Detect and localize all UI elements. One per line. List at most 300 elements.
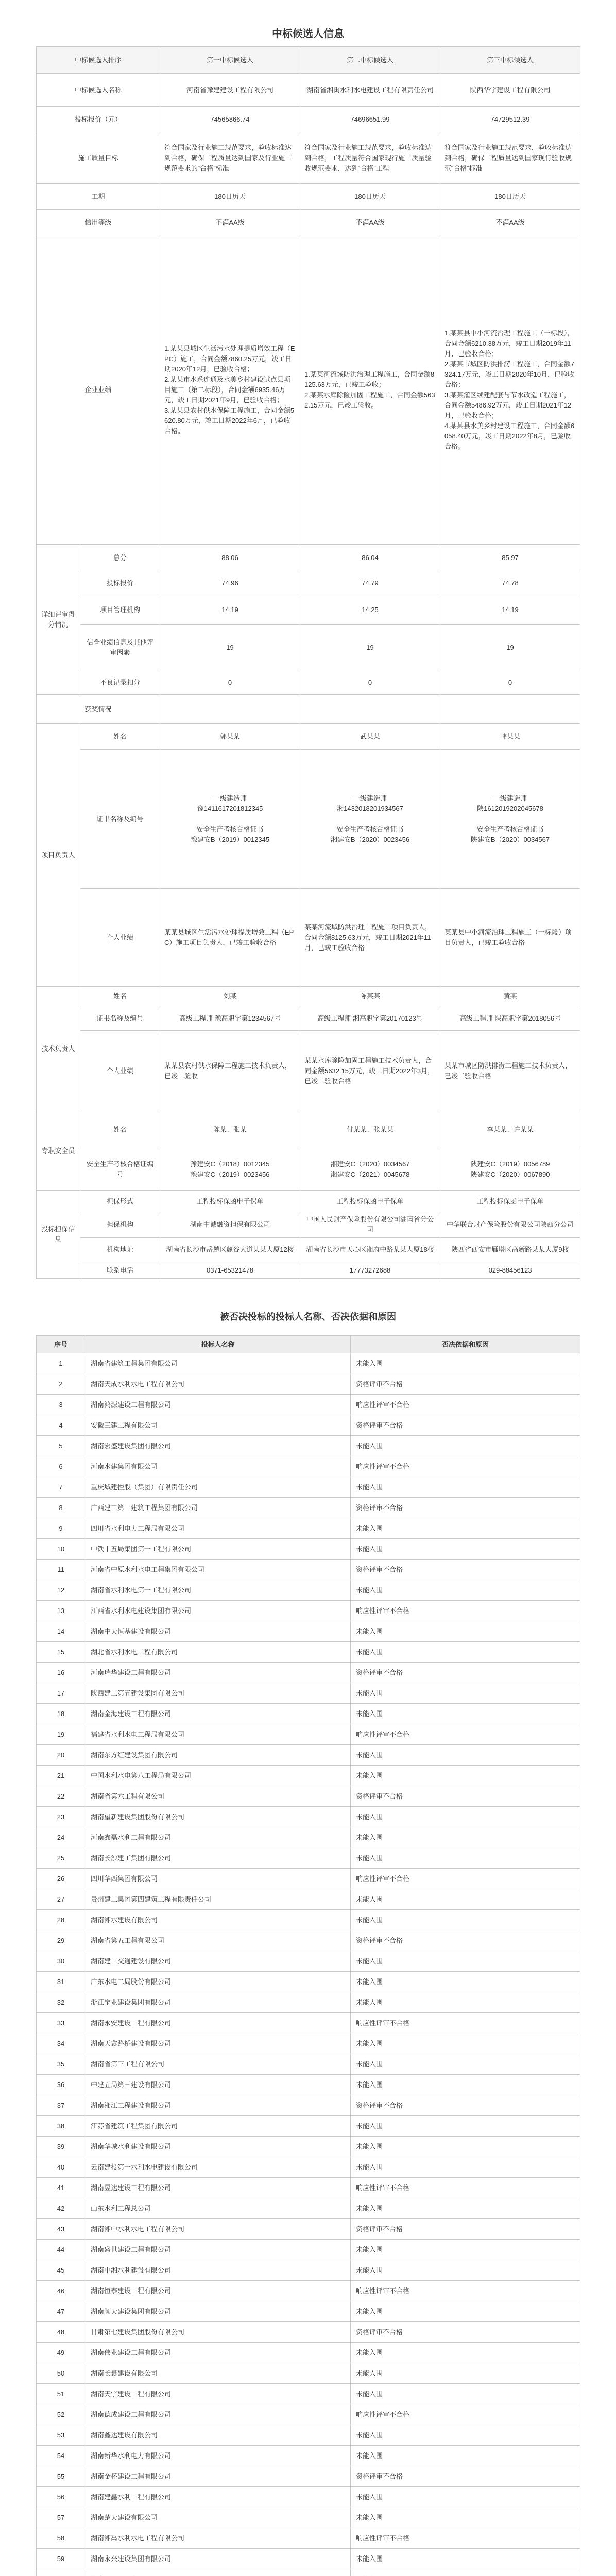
rejected-name-cell: 湖南德成建设工程有限公司 (85, 2404, 351, 2425)
candidate-row-label: 企业业绩 (37, 235, 160, 545)
rejected-no-cell: 56 (37, 2487, 85, 2507)
rejected-no-cell: 41 (37, 2178, 85, 2198)
rejected-no-cell: 53 (37, 2425, 85, 2446)
rejected-name-cell: 重庆城建控股（集团）有限责任公司 (85, 1477, 351, 1498)
candidate-row-label: 安全生产考核合格证编号 (80, 1148, 160, 1191)
candidate-row-label: 获奖情况 (37, 695, 160, 724)
candidate-2-value: 湘建安C（2020）0034567 湘建安C（2021）0045678 (300, 1148, 440, 1191)
candidate-3-value: 陕西省西安市雁塔区高新路某某大厦9楼 (440, 1238, 580, 1262)
rejected-reason-cell: 资格评审不合格 (351, 2466, 580, 2487)
candidate-2-value: 武某某 (300, 724, 440, 750)
candidate-2-header: 第二中标候选人 (300, 47, 440, 74)
table-row (37, 2528, 580, 2549)
candidate-rank-label: 中标候选人排序 (37, 47, 160, 74)
rejected-reason-cell: 未能入围 (351, 1518, 580, 1539)
candidate-3-value (440, 695, 580, 724)
table-row (37, 2033, 580, 2054)
table-row (37, 1580, 580, 1601)
rejected-no-cell: 27 (37, 1889, 85, 1910)
rejected-name-cell: 湖南鸿源建设工程有限公司 (85, 1395, 351, 1415)
candidate-info-body (37, 74, 580, 1279)
rejected-name-cell: 中建五局第三建设有限公司 (85, 2075, 351, 2095)
rejected-bidders-title: 被否决投标的投标人名称、否决依据和原因 (220, 1312, 396, 1323)
rejected-name-cell: 云南建投第一水利水电建设有限公司 (85, 2157, 351, 2178)
table-row (37, 2157, 580, 2178)
rejected-name-cell: 湖北省水利水电工程有限公司 (85, 1642, 351, 1663)
rejected-no-cell: 44 (37, 2240, 85, 2260)
rejected-reason-cell: 未能入围 (351, 1539, 580, 1560)
table-row (37, 2013, 580, 2033)
candidate-2-value: 符合国家及行业施工规范要求，验收标准达到合格，工程质量符合国家现行施工质量验收规范要求，达到“合格”工程 (300, 132, 440, 184)
candidate-3-value: 85.97 (440, 545, 580, 571)
candidate-header-row (37, 47, 580, 74)
table-row (37, 2240, 580, 2260)
table-row (37, 2178, 580, 2198)
candidate-row-label: 项目管理机构 (80, 595, 160, 625)
rejected-header-row (37, 1336, 580, 1353)
candidate-info-row (37, 545, 580, 571)
rejected-no-cell: 52 (37, 2404, 85, 2425)
rejected-name-cell: 湖南中湘水利建设有限公司 (85, 2260, 351, 2281)
candidate-row-label: 中标候选人名称 (37, 74, 160, 107)
rejected-name-cell: 湖南湘江工程建设有限公司 (85, 2095, 351, 2116)
candidate-row-label: 投标报价（元） (37, 107, 160, 132)
rejected-name-cell: 湖南金海建设工程有限公司 (85, 1704, 351, 1724)
candidate-2-value: 19 (300, 625, 440, 670)
table-row (37, 2569, 580, 2576)
rejected-name-cell: 湖南鑫达建设有限公司 (85, 2425, 351, 2446)
table-row (37, 2219, 580, 2240)
rejected-name-cell: 湖南盛世建设工程有限公司 (85, 2240, 351, 2260)
rejected-name-cell: 湖南顺天建设集团有限公司 (85, 2301, 351, 2322)
rejected-name-cell: 湖南中天恒基建设有限公司 (85, 1621, 351, 1642)
candidate-info-row (37, 595, 580, 625)
candidate-row-label: 证书名称及编号 (80, 1006, 160, 1031)
rejected-no-cell: 6 (37, 1456, 85, 1477)
rejected-reason-cell: 未能入围 (351, 2363, 580, 2384)
rejected-name-cell: 安徽三建工程有限公司 (85, 1415, 351, 1436)
candidate-3-value: 不满AA级 (440, 210, 580, 235)
table-row (37, 1621, 580, 1642)
candidate-2-value: 180日历天 (300, 184, 440, 210)
candidate-info-title: 中标候选人信息 (272, 27, 344, 40)
candidate-3-value: 某某县中小河流治理工程施工（一标段）项目负责人，已竣工验收合格 (440, 889, 580, 987)
rejected-name-cell: 湖南昱达建设工程有限公司 (85, 2178, 351, 2198)
candidate-1-value: 湖南中诚融资担保有限公司 (160, 1212, 300, 1238)
candidate-1-value: 符合国家及行业施工规范要求，验收标准达到合格，确保工程质量达到国家及行业施工规范要求的“合格”标准 (160, 132, 300, 184)
candidate-row-label: 工期 (37, 184, 160, 210)
rejected-reason-cell: 未能入围 (351, 2157, 580, 2178)
rejected-no-cell: 34 (37, 2033, 85, 2054)
rejected-reason-cell: 未能入围 (351, 2425, 580, 2446)
table-row (37, 1353, 580, 1374)
rejected-name-cell (85, 2569, 351, 2576)
rejected-no-cell: 46 (37, 2281, 85, 2301)
candidate-1-value: 不满AA级 (160, 210, 300, 235)
rejected-no-cell: 7 (37, 1477, 85, 1498)
candidate-group-label: 项目负责人 (37, 724, 80, 987)
candidate-info-row (37, 1262, 580, 1279)
table-row (37, 2137, 580, 2157)
rejected-no-cell: 17 (37, 1683, 85, 1704)
rejected-name-cell: 湖南建鑫水利工程有限公司 (85, 2487, 351, 2507)
rejected-no-cell: 29 (37, 1930, 85, 1951)
candidate-2-value: 工程投标保函电子保单 (300, 1191, 440, 1212)
rejected-reason-cell: 未能入围 (351, 1848, 580, 1869)
rejected-name-cell: 湖南恒泰建设工程有限公司 (85, 2281, 351, 2301)
candidate-info-row (37, 184, 580, 210)
table-row (37, 2507, 580, 2528)
table-row (37, 2075, 580, 2095)
rejected-no-cell: 33 (37, 2013, 85, 2033)
candidate-3-value: 0 (440, 670, 580, 695)
rejected-reason-cell: 未能入围 (351, 1477, 580, 1498)
candidate-3-value: 工程投标保函电子保单 (440, 1191, 580, 1212)
candidate-3-value: 1.某某县中小河流治理工程施工（一标段），合同金额6210.38万元，竣工日期2019年11月，已验收合格； 2.某某市城区防洪排涝工程施工，合同金额7324.17万元，竣工日期2020年10月，已验收合格； 3.某某灌区续建配套与节水改造工程施工，合同金额5486.92万元，竣工日期2021年12月，已验收合格； 4.某某县水美乡村建设工程施工，合同金额6058.40万元，竣工日期2022年8月，已验收合格。 (440, 235, 580, 545)
table-row (37, 1745, 580, 1766)
rejected-reason-cell: 未能入围 (351, 1436, 580, 1456)
candidate-1-value: 0371-65321478 (160, 1262, 300, 1279)
rejected-reason-cell: 未能入围 (351, 2260, 580, 2281)
table-row (37, 1477, 580, 1498)
table-row (37, 2322, 580, 2343)
rejected-reason-cell: 资格评审不合格 (351, 1374, 580, 1395)
candidate-2-value: 86.04 (300, 545, 440, 571)
rejected-reason-cell: 未能入围 (351, 2384, 580, 2404)
rejected-name-cell: 湖南华城水利建设有限公司 (85, 2137, 351, 2157)
candidate-info-row (37, 889, 580, 987)
rejected-reason-cell: 未能入围 (351, 1807, 580, 1827)
candidate-group-label: 专职安全员 (37, 1111, 80, 1191)
rejected-no-cell: 21 (37, 1766, 85, 1786)
table-row (37, 2260, 580, 2281)
rejected-no-cell: 13 (37, 1601, 85, 1621)
candidate-1-value: 刘某 (160, 987, 300, 1006)
table-row (37, 1992, 580, 2013)
rejected-no-cell: 59 (37, 2549, 85, 2569)
rejected-no-cell: 43 (37, 2219, 85, 2240)
candidate-1-value: 一级建造师 豫1411617201812345 安全生产考核合格证书 豫建安B（2019）0012345 (160, 750, 300, 889)
candidate-2-value: 湖南省长沙市天心区湘府中路某某大厦18楼 (300, 1238, 440, 1262)
candidate-3-value: 中华联合财产保险股份有限公司陕西分公司 (440, 1212, 580, 1238)
rejected-name-cell: 湖南东方红建设集团有限公司 (85, 1745, 351, 1766)
rejected-reason-cell: 未能入围 (351, 1642, 580, 1663)
candidate-row-label: 施工质量目标 (37, 132, 160, 184)
rejected-no-cell: 32 (37, 1992, 85, 2013)
rejected-name-cell: 广西建工第一建筑工程集团有限公司 (85, 1498, 351, 1518)
candidate-2-value: 陈某某 (300, 987, 440, 1006)
rejected-reason-cell: 响应性评审不合格 (351, 1456, 580, 1477)
rejected-reason-cell: 未能入围 (351, 1951, 580, 1972)
rejected-no-cell: 51 (37, 2384, 85, 2404)
candidate-info-row (37, 750, 580, 889)
rejected-name-cell: 贵州建工集团第四建筑工程有限责任公司 (85, 1889, 351, 1910)
rejected-reason-cell: 响应性评审不合格 (351, 2404, 580, 2425)
candidate-2-value: 不满AA级 (300, 210, 440, 235)
candidate-row-label: 姓名 (80, 1111, 160, 1148)
candidate-info-row (37, 625, 580, 670)
rejected-no-cell: 57 (37, 2507, 85, 2528)
candidate-2-value: 14.25 (300, 595, 440, 625)
rejected-no-cell: 22 (37, 1786, 85, 1807)
candidate-group-label: 投标担保信息 (37, 1191, 80, 1279)
table-row (37, 1869, 580, 1889)
rejected-reason-cell: 未能入围 (351, 1683, 580, 1704)
rejected-reason-cell: 未能入围 (351, 2054, 580, 2075)
candidate-info-row (37, 132, 580, 184)
rejected-reason-cell: 资格评审不合格 (351, 1930, 580, 1951)
rejected-name-cell: 江苏省建筑工程集团有限公司 (85, 2116, 351, 2137)
candidate-info-row (37, 1212, 580, 1238)
rejected-no-cell: 45 (37, 2260, 85, 2281)
candidate-info-row (37, 987, 580, 1006)
table-row (37, 1456, 580, 1477)
candidate-info-row (37, 1238, 580, 1262)
candidate-info-row (37, 1031, 580, 1111)
rejected-name-cell: 湖南省水利水电第一工程有限公司 (85, 1580, 351, 1601)
table-row (37, 1683, 580, 1704)
rejected-name-cell: 湖南省建筑工程集团有限公司 (85, 1353, 351, 1374)
rejected-name-cell: 湖南望新建设集团股份有限公司 (85, 1807, 351, 1827)
table-row (37, 1395, 580, 1415)
rejected-name-cell: 河南鑫磊水利工程有限公司 (85, 1827, 351, 1848)
rejected-reason-cell: 资格评审不合格 (351, 1560, 580, 1580)
rejected-reason-cell: 未能入围 (351, 2549, 580, 2569)
candidate-info-row (37, 1148, 580, 1191)
rejected-reason-cell: 未能入围 (351, 1353, 580, 1374)
table-row (37, 2116, 580, 2137)
rejected-reason-cell: 未能入围 (351, 1580, 580, 1601)
table-row (37, 1807, 580, 1827)
table-row (37, 2487, 580, 2507)
candidate-2-value: 湖南省湘禹水利水电建设工程有限责任公司 (300, 74, 440, 107)
rejected-reason-cell: 未能入围 (351, 2507, 580, 2528)
rejected-name-cell: 广东水电二局股份有限公司 (85, 1972, 351, 1992)
table-row (37, 1642, 580, 1663)
candidate-3-value: 高级工程师 陕高职字第2018056号 (440, 1006, 580, 1031)
candidate-2-value: 付某某、张某某 (300, 1111, 440, 1148)
rejected-reason-cell: 未能入围 (351, 1621, 580, 1642)
table-row (37, 2095, 580, 2116)
rejected-name-cell: 湖南伟业建设工程有限公司 (85, 2343, 351, 2363)
candidate-1-value: 工程投标保函电子保单 (160, 1191, 300, 1212)
rejected-reason-cell: 响应性评审不合格 (351, 2178, 580, 2198)
candidate-info-row (37, 107, 580, 132)
rejected-no-cell: 20 (37, 1745, 85, 1766)
rejected-name-cell: 陕西建工第五建设集团有限公司 (85, 1683, 351, 1704)
rejected-reason-cell: 未能入围 (351, 1745, 580, 1766)
rejected-reason-cell: 资格评审不合格 (351, 2322, 580, 2343)
rejected-name-cell: 湖南宏盛建设集团有限公司 (85, 1436, 351, 1456)
candidate-info-row (37, 695, 580, 724)
rejected-reason-cell: 资格评审不合格 (351, 1415, 580, 1436)
table-row (37, 2343, 580, 2363)
rejected-name-cell: 四川华西集团有限公司 (85, 1869, 351, 1889)
candidate-3-value: 李某某、许某某 (440, 1111, 580, 1148)
rejected-name-cell: 湖南金杯建设工程有限公司 (85, 2466, 351, 2487)
candidate-row-label: 不良记录扣分 (80, 670, 160, 695)
table-row (37, 1889, 580, 1910)
table-row (37, 1910, 580, 1930)
candidate-3-value: 74.78 (440, 571, 580, 595)
rejected-reason-cell: 响应性评审不合格 (351, 1601, 580, 1621)
candidate-3-value: 74729512.39 (440, 107, 580, 132)
rejected-reason-cell: 未能入围 (351, 1704, 580, 1724)
rejected-name-cell: 山东水利工程总公司 (85, 2198, 351, 2219)
rejected-no-cell: 54 (37, 2446, 85, 2466)
table-row (37, 2446, 580, 2466)
rejected-no-cell: 39 (37, 2137, 85, 2157)
rejected-name-cell: 河南省中原水利水电工程集团有限公司 (85, 1560, 351, 1580)
rejected-reason-cell: 响应性评审不合格 (351, 2528, 580, 2549)
rejected-name-header: 投标人名称 (85, 1336, 351, 1353)
rejected-name-cell: 湖南建工交通建设有限公司 (85, 1951, 351, 1972)
rejected-no-cell: 11 (37, 1560, 85, 1580)
rejected-no-cell: 49 (37, 2343, 85, 2363)
table-row (37, 1415, 580, 1436)
candidate-2-value: 1.某某河流域防洪治理工程施工，合同金额8125.63万元，已竣工验收； 2.某某水库除险加固工程施工，合同金额5632.15万元，已竣工验收。 (300, 235, 440, 545)
rejected-name-cell: 四川省水利电力工程局有限公司 (85, 1518, 351, 1539)
rejected-no-cell: 26 (37, 1869, 85, 1889)
rejected-reason-cell: 响应性评审不合格 (351, 2281, 580, 2301)
table-row (37, 2301, 580, 2322)
rejected-reason-cell: 资格评审不合格 (351, 1786, 580, 1807)
candidate-2-value (300, 695, 440, 724)
rejected-no-cell: 23 (37, 1807, 85, 1827)
candidate-2-value: 74696651.99 (300, 107, 440, 132)
candidate-info-row (37, 571, 580, 595)
table-row (37, 2549, 580, 2569)
rejected-reason-cell: 未能入围 (351, 2198, 580, 2219)
rejected-name-cell: 中铁十五局集团第一工程有限公司 (85, 1539, 351, 1560)
candidate-2-value: 某某河流域防洪治理工程施工项目负责人，合同金额8125.63万元，竣工日期2021年11月，已竣工验收合格 (300, 889, 440, 987)
rejected-no-cell: 15 (37, 1642, 85, 1663)
table-row (37, 1786, 580, 1807)
table-row (37, 2198, 580, 2219)
candidate-2-value: 0 (300, 670, 440, 695)
rejected-reason-cell: 响应性评审不合格 (351, 1724, 580, 1745)
rejected-no-cell: 50 (37, 2363, 85, 2384)
table-row (37, 1827, 580, 1848)
candidate-2-value: 某某水库除险加固工程施工技术负责人，合同金额5632.15万元，竣工日期2022年3月，已竣工验收合格 (300, 1031, 440, 1111)
candidate-row-label: 担保形式 (80, 1191, 160, 1212)
candidate-1-value: 19 (160, 625, 300, 670)
rejected-name-cell: 湖南新华水利电力有限公司 (85, 2446, 351, 2466)
candidate-row-label: 机构地址 (80, 1238, 160, 1262)
candidate-1-value: 74565866.74 (160, 107, 300, 132)
table-row (37, 1766, 580, 1786)
rejected-no-cell: 55 (37, 2466, 85, 2487)
table-row (37, 2384, 580, 2404)
table-row (37, 1848, 580, 1869)
rejected-no-cell: 1 (37, 1353, 85, 1374)
rejected-reason-cell: 资格评审不合格 (351, 2219, 580, 2240)
table-row (37, 1724, 580, 1745)
rejected-name-cell: 湖南湘中水利水电工程有限公司 (85, 2219, 351, 2240)
rejected-no-cell: 31 (37, 1972, 85, 1992)
rejected-name-cell: 湖南湘禹水利水电工程有限公司 (85, 2528, 351, 2549)
rejected-reason-cell: 资格评审不合格 (351, 1498, 580, 1518)
candidate-row-label: 个人业绩 (80, 889, 160, 987)
rejected-name-cell: 湖南楚天建设有限公司 (85, 2507, 351, 2528)
rejected-no-cell: 37 (37, 2095, 85, 2116)
candidate-1-value: 1.某某县城区生活污水处理提质增效工程（EPC）施工，合同金额7860.25万元，竣工日期2020年12月，已验收合格； 2.某某市水系连通及水美乡村建设试点县项目施工（第二标段），合同金额6935.46万元，竣工日期2021年9月，已验收合格； 3.某某县农村供水保障工程施工，合同金额5620.80万元，竣工日期2022年6月，已验收合格。 (160, 235, 300, 545)
table-row (37, 1374, 580, 1395)
rejected-reason-cell: 未能入围 (351, 1766, 580, 1786)
rejected-name-cell: 江西省水利水电建设集团有限公司 (85, 1601, 351, 1621)
candidate-3-value: 14.19 (440, 595, 580, 625)
rejected-bidders-body (37, 1353, 580, 2576)
rejected-no-cell: 24 (37, 1827, 85, 1848)
rejected-reason-cell: 未能入围 (351, 2116, 580, 2137)
rejected-name-cell: 湖南长鑫建设有限公司 (85, 2363, 351, 2384)
candidate-3-value: 某某市城区防洪排涝工程施工技术负责人，已竣工验收合格 (440, 1031, 580, 1111)
rejected-no-cell: 40 (37, 2157, 85, 2178)
table-row (37, 1972, 580, 1992)
table-row (37, 2425, 580, 2446)
rejected-name-cell: 中国水利水电第八工程局有限公司 (85, 1766, 351, 1786)
candidate-row-label: 个人业绩 (80, 1031, 160, 1111)
candidate-1-value: 高级工程师 豫高职字第1234567号 (160, 1006, 300, 1031)
candidate-info-row (37, 1111, 580, 1148)
candidate-3-value: 180日历天 (440, 184, 580, 210)
rejected-name-cell: 湖南天宇建设工程有限公司 (85, 2384, 351, 2404)
candidate-row-label: 联系电话 (80, 1262, 160, 1279)
rejected-reason-cell: 未能入围 (351, 2075, 580, 2095)
candidate-3-value: 韩某某 (440, 724, 580, 750)
candidate-3-value: 陕西华宇建设工程有限公司 (440, 74, 580, 107)
rejected-no-cell: 8 (37, 1498, 85, 1518)
rejected-name-cell: 湖南长沙建工集团有限公司 (85, 1848, 351, 1869)
rejected-name-cell: 湖南永安建设工程有限公司 (85, 2013, 351, 2033)
rejected-no-cell: 3 (37, 1395, 85, 1415)
candidate-info-table (36, 46, 580, 1279)
candidate-group-label: 技术负责人 (37, 987, 80, 1111)
candidate-info-row (37, 74, 580, 107)
table-row (37, 2054, 580, 2075)
rejected-bidders-table (36, 1335, 580, 2576)
table-row (37, 1518, 580, 1539)
table-row (37, 2404, 580, 2425)
rejected-reason-cell: 未能入围 (351, 2487, 580, 2507)
rejected-reason-cell: 未能入围 (351, 1889, 580, 1910)
rejected-name-cell: 湖南天成水利水电工程有限公司 (85, 1374, 351, 1395)
candidate-1-value: 88.06 (160, 545, 300, 571)
rejected-name-cell: 河南瑞华建设工程有限公司 (85, 1663, 351, 1683)
rejected-reason-cell: 未能入围 (351, 1972, 580, 1992)
candidate-1-value: 湖南省长沙市岳麓区麓谷大道某某大厦12楼 (160, 1238, 300, 1262)
candidate-3-value: 陕建安C（2019）0056789 陕建安C（2020）0067890 (440, 1148, 580, 1191)
candidate-1-value (160, 695, 300, 724)
candidate-row-label: 信誉业绩信息及其他评审因素 (80, 625, 160, 670)
rejected-no-cell: 4 (37, 1415, 85, 1436)
rejected-reason-cell: 未能入围 (351, 2240, 580, 2260)
rejected-name-cell: 湖南省第六工程有限公司 (85, 1786, 351, 1807)
table-row (37, 1436, 580, 1456)
candidate-1-value: 某某县农村供水保障工程施工技术负责人，已竣工验收 (160, 1031, 300, 1111)
rejected-no-cell: 36 (37, 2075, 85, 2095)
candidate-2-value: 一级建造师 湘1432018201934567 安全生产考核合格证书 湘建安B（2020）0023456 (300, 750, 440, 889)
rejected-no-cell: 19 (37, 1724, 85, 1745)
rejected-no-header: 序号 (37, 1336, 85, 1353)
rejected-no-cell: 58 (37, 2528, 85, 2549)
rejected-name-cell: 湖南永兴建设集团有限公司 (85, 2549, 351, 2569)
candidate-2-value: 高级工程师 湘高职字第20170123号 (300, 1006, 440, 1031)
candidate-3-value: 029-88456123 (440, 1262, 580, 1279)
candidate-1-value: 0 (160, 670, 300, 695)
rejected-no-cell: 30 (37, 1951, 85, 1972)
candidate-row-label: 担保机构 (80, 1212, 160, 1238)
